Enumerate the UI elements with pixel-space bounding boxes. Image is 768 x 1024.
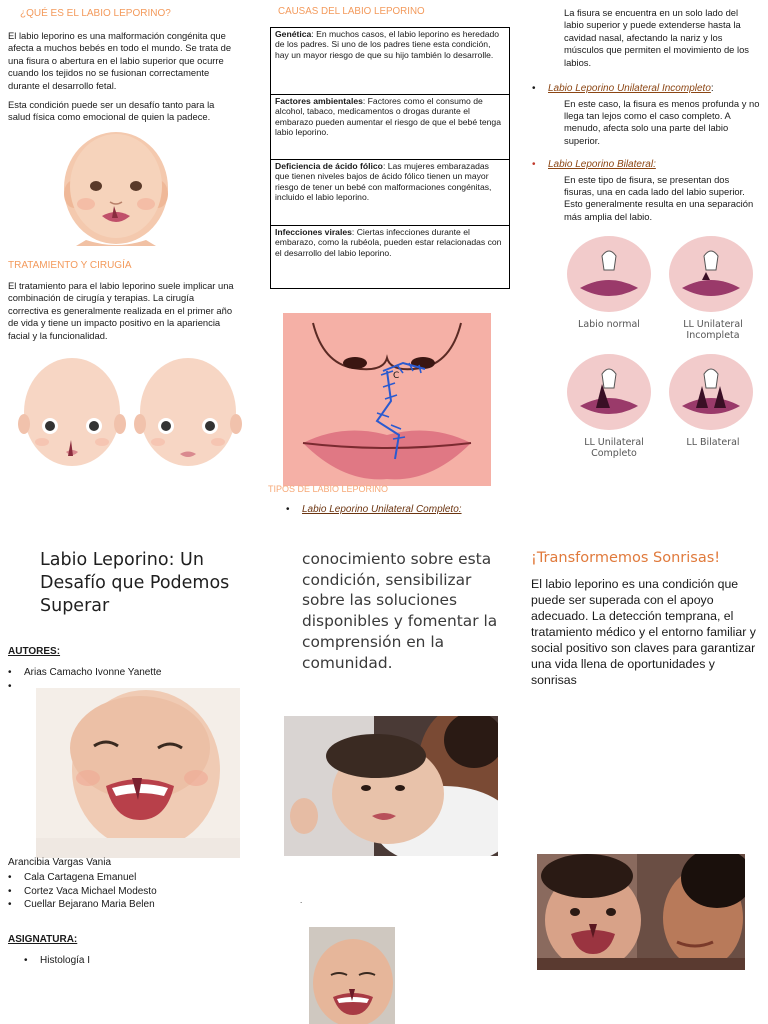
bilateral-description: En este tipo de fisura, se presentan dos fisuras, una en cada lado del labio superior. Esto generalmente resulta en una separación más amplia del labio. <box>564 173 754 222</box>
laughing-baby-photo <box>36 688 240 858</box>
list-item: • Labio Leporino Unilateral Incompleto: <box>532 82 762 96</box>
author-item: • Cala Cartagena Emanuel <box>8 871 228 885</box>
cause-row <box>271 160 509 226</box>
causes-heading: CAUSAS DEL LABIO LEPORINO <box>278 6 425 17</box>
treatment-section <box>8 260 236 342</box>
awareness-statement: conocimiento sobre esta condición, sensibilizar sobre las soluciones disponibles y fomentar la comprensión en la comunidad. <box>302 550 498 672</box>
types-heading: TIPOS DE LABIO LEPORINO <box>268 484 389 494</box>
stray-dot: . <box>300 896 303 905</box>
section-heading: ¿QUÉ ES EL LABIO LEPORINO? <box>20 8 171 19</box>
diagram-label: Labio normal <box>578 319 640 330</box>
baby-face-illustration <box>56 128 176 246</box>
lip-diagram-normal <box>566 234 652 332</box>
before-after-illustration <box>14 354 246 478</box>
cause-row <box>271 95 509 160</box>
author-item: • Cortez Vaca Michael Modesto <box>8 885 228 899</box>
cause-text: : Ciertas infecciones durante el embarazo, como la rubéola, pueden estar relacionadas con el desarrollo del labio leporino. <box>275 227 502 258</box>
authors-list-2 <box>8 871 228 912</box>
section-heading: TRATAMIENTO Y CIRUGÍA <box>8 260 132 271</box>
lip-diagrams <box>562 232 762 460</box>
what-is-section <box>8 8 236 124</box>
type-complete-title[interactable]: Labio Leporino Unilateral Completo: <box>302 504 462 515</box>
diagram-label: LL Bilateral <box>686 437 740 448</box>
author-plain: Arancibia Vargas Vania <box>8 857 112 868</box>
svg-text:C: C <box>393 371 400 381</box>
cause-text: : Factores como el consumo de alcohol, tabaco, medicamentos o drogas durante el embarazo pueden aumentar el riesgo de que el bebé tenga labio leporino. <box>275 96 501 138</box>
list-item <box>532 158 762 172</box>
lip-diagram-bilateral <box>668 352 758 452</box>
back-paragraph: El labio leporino es una condición que puede ser superada con el apoyo adecuado. La detección temprana, el tratamiento médico y el entorno familiar y social positivo son claves para garantizar una vida llena de oportunidades y sonrisas <box>531 577 756 687</box>
types-list <box>532 82 762 96</box>
incomplete-type <box>532 82 762 147</box>
mother-child-photo <box>537 854 745 970</box>
baby-mother-photo <box>284 716 498 856</box>
cause-row <box>271 226 509 288</box>
author-item: • Arias Camacho Ivonne Yanette <box>8 666 228 680</box>
cover-title: Labio Leporino: Un Desafío que Podemos Superar <box>40 550 230 616</box>
authors-label: AUTORES: <box>8 646 61 657</box>
cause-term: Deficiencia de ácido fólico <box>275 161 383 171</box>
intro-paragraph: El labio leporino es una malformación congénita que afecta a muchos bebés en todo el mundo. Se trata de una fisura o abertura en el labio superior que ocurre cuando los tejidos no se fusionan correctamente durante el desarrollo fetal. <box>8 30 232 91</box>
types-list <box>532 158 762 172</box>
causes-table <box>270 27 510 289</box>
back-heading: ¡Transformemos Sonrisas! <box>531 550 721 566</box>
lip-diagram-incomplete <box>668 234 758 344</box>
surgery-repair-illustration <box>283 313 491 486</box>
author-item: • Cuellar Bejarano Maria Belen <box>8 898 228 912</box>
list-item <box>286 503 506 517</box>
type-incomplete-title[interactable]: Labio Leporino Unilateral Incompleto <box>548 83 711 94</box>
smiling-baby-photo <box>309 927 395 1024</box>
cause-text: : Las mujeres embarazadas que tienen niveles bajos de ácido fólico tienen un mayor riesgo de tener un bebé con malformaciones congénitas, incluido el labio leporino. <box>275 161 492 203</box>
bilateral-type <box>532 158 762 223</box>
cause-term: Genética <box>275 29 312 39</box>
lip-diagram-complete <box>566 352 662 460</box>
diagram-label: LL Unilateral Completo <box>584 437 644 459</box>
diagram-label: LL Unilateral Incompleta <box>683 319 743 341</box>
subject-label: ASIGNATURA: <box>8 934 78 945</box>
complete-description: La fisura se encuentra en un solo lado del labio superior y puede extenderse hasta la cavidad nasal, afectando la nariz y los músculos que permiten el movimiento de los labios. <box>564 7 749 68</box>
cause-term: Factores ambientales <box>275 96 363 106</box>
authors-list <box>8 666 228 680</box>
intro-paragraph-2: Esta condición puede ser un desafío tanto para la salud física como emocional de quien la padece. <box>8 99 215 123</box>
cause-row <box>271 28 509 95</box>
type-bilateral-title[interactable]: Labio Leporino Bilateral: <box>548 159 656 170</box>
cause-text: : En muchos casos, el labio leporino es heredado de los padres. Si uno de los padres tiene esta condición, hay un mayor riesgo de que su hijo también lo desarrolle. <box>275 29 500 60</box>
cause-term: Infecciones virales <box>275 227 352 237</box>
subject-list <box>24 954 224 968</box>
incomplete-description: En este caso, la fisura es menos profunda y no llega tan lejos como el caso completo. A menudo, afecta solo una parte del labio superior. <box>564 97 760 146</box>
types-list <box>286 503 506 517</box>
treatment-paragraph: El tratamiento para el labio leporino suele implicar una combinación de cirugía y terapias. La cirugía correctiva es generalmente realizada en el primer año de vida y tiene un impacto positivo en la apariencia facial y la funcionalidad. <box>8 280 234 341</box>
subject-item: • Histología I <box>24 954 224 968</box>
